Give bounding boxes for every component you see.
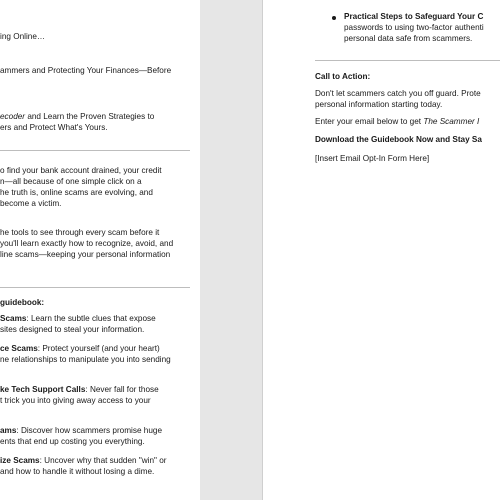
intro-p1-line-4: become a victim. (0, 199, 62, 208)
intro-p2-line-2: you'll learn exactly how to recognize, avoid, and (0, 239, 174, 248)
document-page-right (262, 0, 500, 500)
section-heading: guidebook: (0, 298, 45, 307)
list-item-line (0, 385, 159, 396)
list-item-line (0, 456, 166, 467)
intro-p1-line-2: n—all because of one simple click on a (0, 177, 142, 186)
promo-line-2: ers and Protect What's Yours. (0, 123, 108, 132)
list-item-label: ke Tech Support Calls (0, 385, 86, 394)
bullet-text-line-1: passwords to using two-factor authenti (344, 23, 484, 32)
page-gap (200, 0, 262, 500)
email-instruction (315, 117, 479, 128)
list-item-label: ize Scams (0, 456, 40, 465)
cta-line-2: personal information starting today. (315, 100, 443, 109)
cta-heading: Call to Action: (315, 72, 371, 81)
intro-p2-line-1: he tools to see through every scam before it (0, 228, 160, 237)
list-item-label: ams (0, 426, 17, 435)
email-guide-title: The Scammer I (423, 117, 480, 126)
document-page-left (0, 0, 200, 500)
list-item-label: Scams (0, 314, 27, 323)
optin-placeholder: [Insert Email Opt-In Form Here] (315, 154, 430, 163)
list-item-label: ce Scams (0, 344, 38, 353)
list-item-text: : Learn the subtle clues that expose (26, 314, 156, 323)
divider (315, 60, 500, 61)
list-item-text: ne relationships to manipulate you into sending (0, 355, 171, 364)
list-item-line (0, 314, 156, 325)
promo-line-1 (0, 112, 154, 123)
promo-rest-text: and Learn the Proven Strategies to (25, 112, 155, 121)
divider (0, 150, 190, 151)
list-item-text: and how to handle it without losing a dime. (0, 467, 155, 476)
bullet-text-line-2: personal data safe from scammers. (344, 34, 473, 43)
list-item-text: t trick you into giving away access to your (0, 396, 151, 405)
promo-italic-text: ecoder (0, 112, 26, 121)
list-item-text: ents that end up costing you everything. (0, 437, 145, 446)
intro-p2-line-3: line scams—keeping your personal information (0, 250, 171, 259)
download-heading: Download the Guidebook Now and Stay Sa (315, 135, 482, 144)
list-item-text: sites designed to steal your information. (0, 325, 145, 334)
intro-p1-line-1: o find your bank account drained, your credit (0, 166, 162, 175)
list-item-text: : Protect yourself (and your heart) (37, 344, 160, 353)
list-item-line (0, 426, 162, 437)
divider (0, 287, 190, 288)
list-item-text: : Never fall for those (85, 385, 159, 394)
list-item-text: : Uncover why that sudden "win" or (39, 456, 167, 465)
bullet-label: Practical Steps to Safeguard Your C (344, 12, 484, 21)
list-item-line (0, 344, 160, 355)
subtitle-line: ammers and Protecting Your Finances—Before (0, 66, 172, 75)
title-fragment: ing Online… (0, 32, 46, 41)
list-item-text: : Discover how scammers promise huge (16, 426, 162, 435)
email-prefix: Enter your email below to get (315, 117, 424, 126)
cta-line-1: Don't let scammers catch you off guard. Prote (315, 89, 481, 98)
bullet-icon (332, 16, 336, 20)
intro-p1-line-3: he truth is, online scams are evolving, and (0, 188, 153, 197)
